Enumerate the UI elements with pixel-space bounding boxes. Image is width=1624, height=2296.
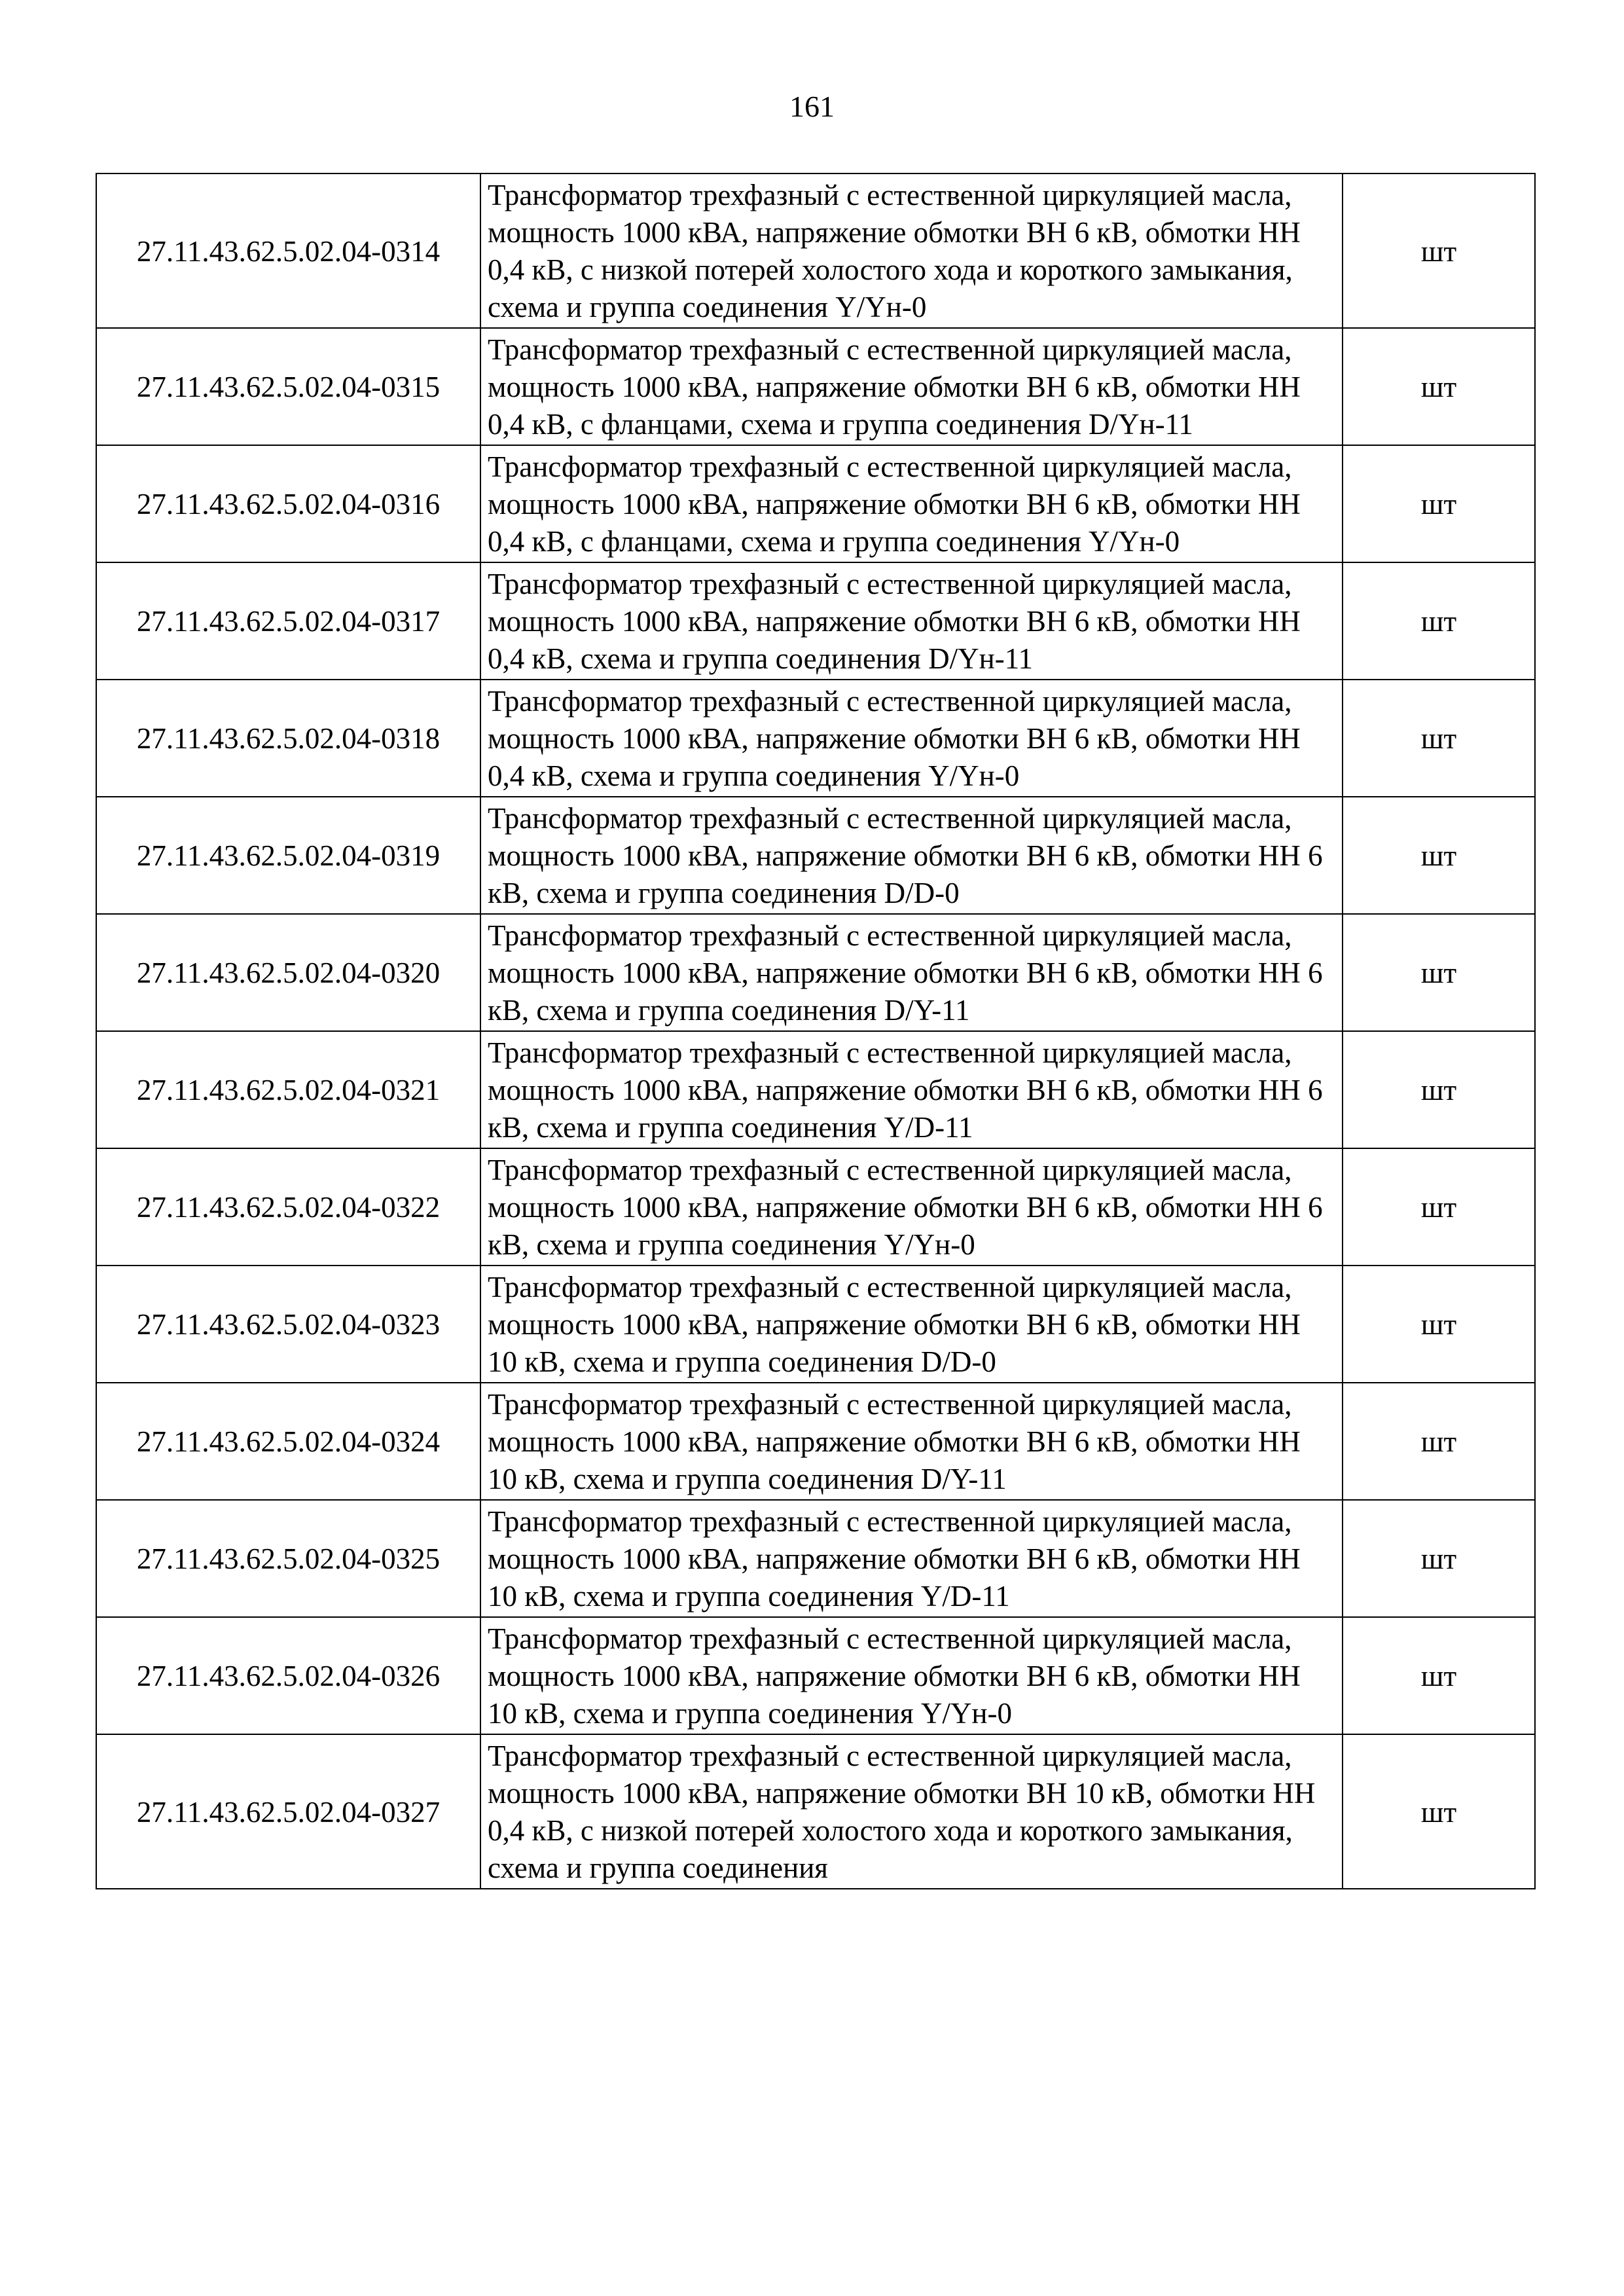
unit-of-measure: шт [1343, 1148, 1535, 1266]
resource-table [96, 173, 1536, 1889]
unit-of-measure: шт [1343, 1383, 1535, 1500]
resource-code: 27.11.43.62.5.02.04-0316 [96, 445, 480, 562]
resource-code: 27.11.43.62.5.02.04-0318 [96, 680, 480, 797]
table-row [96, 680, 1535, 797]
resource-description: Трансформатор трехфазный с естественной циркуляцией масла, мощность 1000 кВА, напряжение обмотки ВН 6 кВ, обмотки НН 6 кВ, схема и группа соединения Y/D-11 [480, 1031, 1343, 1148]
unit-of-measure: шт [1343, 1266, 1535, 1383]
unit-of-measure: шт [1343, 914, 1535, 1031]
unit-of-measure: шт [1343, 562, 1535, 680]
unit-of-measure: шт [1343, 1500, 1535, 1617]
resource-description: Трансформатор трехфазный с естественной циркуляцией масла, мощность 1000 кВА, напряжение обмотки ВН 10 кВ, обмотки НН 0,4 кВ, с низкой потерей холостого хода и короткого замыкания, схема и группа соединения [480, 1734, 1343, 1889]
unit-of-measure: шт [1343, 1031, 1535, 1148]
table-row [96, 1500, 1535, 1617]
table-row [96, 328, 1535, 445]
table-row [96, 1734, 1535, 1889]
resource-code: 27.11.43.62.5.02.04-0325 [96, 1500, 480, 1617]
unit-of-measure: шт [1343, 1617, 1535, 1734]
resource-description: Трансформатор трехфазный с естественной циркуляцией масла, мощность 1000 кВА, напряжение обмотки ВН 6 кВ, обмотки НН 10 кВ, схема и группа соединения Y/Yн-0 [480, 1617, 1343, 1734]
resource-description: Трансформатор трехфазный с естественной циркуляцией масла, мощность 1000 кВА, напряжение обмотки ВН 6 кВ, обмотки НН 10 кВ, схема и группа соединения Y/D-11 [480, 1500, 1343, 1617]
resource-description: Трансформатор трехфазный с естественной циркуляцией масла, мощность 1000 кВА, напряжение обмотки ВН 6 кВ, обмотки НН 0,4 кВ, с фланцами, схема и группа соединения D/Yн-11 [480, 328, 1343, 445]
table-row [96, 1383, 1535, 1500]
page-number: 161 [789, 90, 835, 123]
resource-description: Трансформатор трехфазный с естественной циркуляцией масла, мощность 1000 кВА, напряжение обмотки ВН 6 кВ, обмотки НН 10 кВ, схема и группа соединения D/Y-11 [480, 1383, 1343, 1500]
resource-description: Трансформатор трехфазный с естественной циркуляцией масла, мощность 1000 кВА, напряжение обмотки ВН 6 кВ, обмотки НН 10 кВ, схема и группа соединения D/D-0 [480, 1266, 1343, 1383]
resource-code: 27.11.43.62.5.02.04-0314 [96, 173, 480, 328]
resource-code: 27.11.43.62.5.02.04-0315 [96, 328, 480, 445]
resource-description: Трансформатор трехфазный с естественной циркуляцией масла, мощность 1000 кВА, напряжение обмотки ВН 6 кВ, обмотки НН 0,4 кВ, с низкой потерей холостого хода и короткого замыкания, схема и группа соединения Y/Yн-0 [480, 173, 1343, 328]
resource-code: 27.11.43.62.5.02.04-0323 [96, 1266, 480, 1383]
resource-code: 27.11.43.62.5.02.04-0321 [96, 1031, 480, 1148]
table-row [96, 562, 1535, 680]
resource-code: 27.11.43.62.5.02.04-0327 [96, 1734, 480, 1889]
resource-code: 27.11.43.62.5.02.04-0326 [96, 1617, 480, 1734]
resource-code: 27.11.43.62.5.02.04-0320 [96, 914, 480, 1031]
resource-description: Трансформатор трехфазный с естественной циркуляцией масла, мощность 1000 кВА, напряжение обмотки ВН 6 кВ, обмотки НН 0,4 кВ, схема и группа соединения D/Yн-11 [480, 562, 1343, 680]
unit-of-measure: шт [1343, 797, 1535, 914]
unit-of-measure: шт [1343, 680, 1535, 797]
table-row [96, 1266, 1535, 1383]
table-row [96, 1617, 1535, 1734]
resource-code: 27.11.43.62.5.02.04-0319 [96, 797, 480, 914]
resource-description: Трансформатор трехфазный с естественной циркуляцией масла, мощность 1000 кВА, напряжение обмотки ВН 6 кВ, обмотки НН 0,4 кВ, с фланцами, схема и группа соединения Y/Yн-0 [480, 445, 1343, 562]
resource-code: 27.11.43.62.5.02.04-0317 [96, 562, 480, 680]
unit-of-measure: шт [1343, 328, 1535, 445]
table-row [96, 1148, 1535, 1266]
table-row [96, 173, 1535, 328]
resource-description: Трансформатор трехфазный с естественной циркуляцией масла, мощность 1000 кВА, напряжение обмотки ВН 6 кВ, обмотки НН 6 кВ, схема и группа соединения Y/Yн-0 [480, 1148, 1343, 1266]
unit-of-measure: шт [1343, 173, 1535, 328]
table-row [96, 797, 1535, 914]
resource-description: Трансформатор трехфазный с естественной циркуляцией масла, мощность 1000 кВА, напряжение обмотки ВН 6 кВ, обмотки НН 0,4 кВ, схема и группа соединения Y/Yн-0 [480, 680, 1343, 797]
table-row [96, 1031, 1535, 1148]
resource-code: 27.11.43.62.5.02.04-0324 [96, 1383, 480, 1500]
table-row [96, 914, 1535, 1031]
resource-description: Трансформатор трехфазный с естественной циркуляцией масла, мощность 1000 кВА, напряжение обмотки ВН 6 кВ, обмотки НН 6 кВ, схема и группа соединения D/D-0 [480, 797, 1343, 914]
unit-of-measure: шт [1343, 445, 1535, 562]
table-row [96, 445, 1535, 562]
unit-of-measure: шт [1343, 1734, 1535, 1889]
resource-code: 27.11.43.62.5.02.04-0322 [96, 1148, 480, 1266]
resource-description: Трансформатор трехфазный с естественной циркуляцией масла, мощность 1000 кВА, напряжение обмотки ВН 6 кВ, обмотки НН 6 кВ, схема и группа соединения D/Y-11 [480, 914, 1343, 1031]
